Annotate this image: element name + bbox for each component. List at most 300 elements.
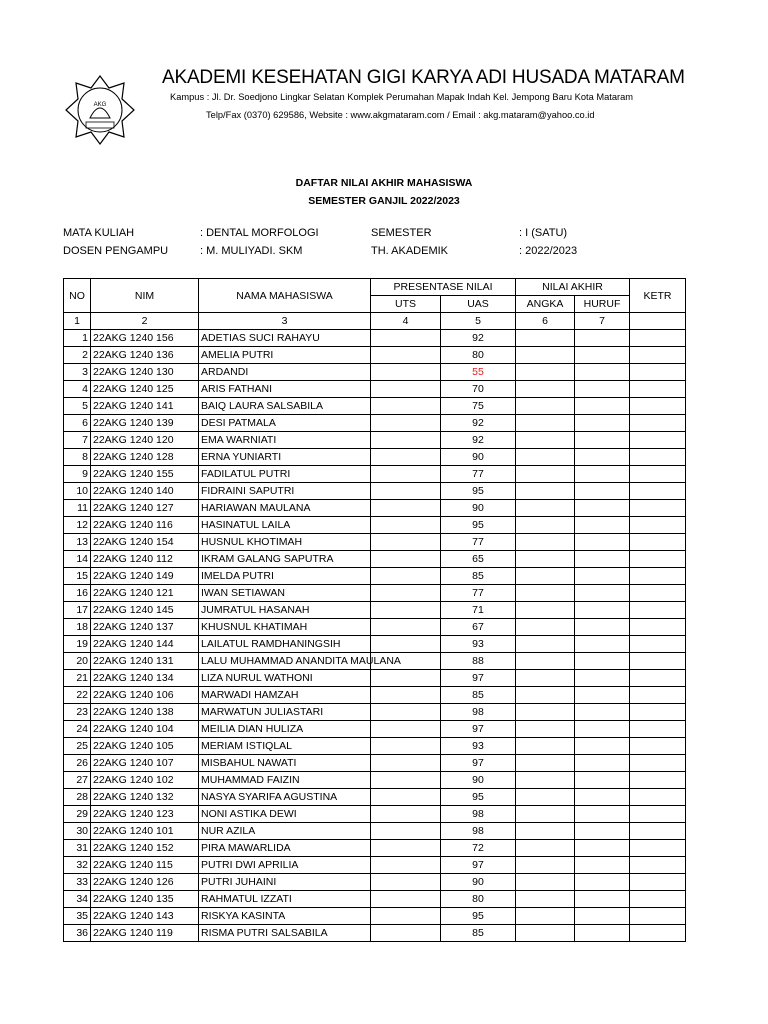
- row-ketr: [630, 738, 686, 755]
- row-angka: [516, 398, 575, 415]
- row-angka: [516, 330, 575, 347]
- row-nama: BAIQ LAURA SALSABILA: [199, 398, 371, 415]
- semester-value: : I (SATU): [519, 227, 568, 239]
- row-huruf: [575, 908, 630, 925]
- row-angka: [516, 585, 575, 602]
- row-ketr: [630, 721, 686, 738]
- row-angka: [516, 738, 575, 755]
- row-no: 1: [64, 330, 91, 347]
- row-uts: [371, 483, 441, 500]
- row-uts: [371, 721, 441, 738]
- row-ketr: [630, 925, 686, 942]
- row-nama: LIZA NURUL WATHONI: [199, 670, 371, 687]
- index-cell: 3: [199, 313, 371, 330]
- row-no: 14: [64, 551, 91, 568]
- row-angka: [516, 347, 575, 364]
- row-no: 21: [64, 670, 91, 687]
- row-no: 23: [64, 704, 91, 721]
- row-uas: 98: [441, 806, 516, 823]
- row-angka: [516, 874, 575, 891]
- row-uas: 80: [441, 347, 516, 364]
- row-ketr: [630, 500, 686, 517]
- table-row: [64, 585, 686, 602]
- row-ketr: [630, 415, 686, 432]
- row-uts: [371, 704, 441, 721]
- row-nama: KHUSNUL KHATIMAH: [199, 619, 371, 636]
- institution-contact: Telp/Fax (0370) 629586, Website : www.akgmataram.com / Email : akg.mataram@yahoo.co.id: [206, 110, 595, 120]
- row-nama: MISBAHUL NAWATI: [199, 755, 371, 772]
- row-ketr: [630, 874, 686, 891]
- row-nim: 22AKG 1240 141: [91, 398, 199, 415]
- table-row: [64, 755, 686, 772]
- row-nim: 22AKG 1240 116: [91, 517, 199, 534]
- row-nama: FADILATUL PUTRI: [199, 466, 371, 483]
- row-uas: 65: [441, 551, 516, 568]
- row-nim: 22AKG 1240 138: [91, 704, 199, 721]
- row-ketr: [630, 330, 686, 347]
- grades-table: [63, 278, 686, 942]
- logo-text: AKG: [93, 102, 107, 108]
- row-uts: [371, 500, 441, 517]
- row-no: 5: [64, 398, 91, 415]
- table-row: [64, 364, 686, 381]
- row-nim: 22AKG 1240 121: [91, 585, 199, 602]
- row-uas: 95: [441, 908, 516, 925]
- row-uts: [371, 381, 441, 398]
- row-uas: 92: [441, 415, 516, 432]
- row-angka: [516, 466, 575, 483]
- row-nama: IMELDA PUTRI: [199, 568, 371, 585]
- table-row: [64, 636, 686, 653]
- row-huruf: [575, 330, 630, 347]
- table-row: [64, 551, 686, 568]
- col-header-no: NO: [64, 279, 91, 313]
- row-nama: PIRA MAWARLIDA: [199, 840, 371, 857]
- row-nama: LAILATUL RAMDHANINGSIH: [199, 636, 371, 653]
- row-nama: MERIAM ISTIQLAL: [199, 738, 371, 755]
- row-nama: NONI ASTIKA DEWI: [199, 806, 371, 823]
- row-nim: 22AKG 1240 115: [91, 857, 199, 874]
- row-angka: [516, 653, 575, 670]
- row-nim: 22AKG 1240 119: [91, 925, 199, 942]
- row-ketr: [630, 534, 686, 551]
- index-cell: 7: [575, 313, 630, 330]
- row-uts: [371, 789, 441, 806]
- row-uas: 97: [441, 857, 516, 874]
- row-angka: [516, 755, 575, 772]
- row-angka: [516, 789, 575, 806]
- row-no: 33: [64, 874, 91, 891]
- row-no: 6: [64, 415, 91, 432]
- row-nim: 22AKG 1240 137: [91, 619, 199, 636]
- row-huruf: [575, 721, 630, 738]
- row-uas: 71: [441, 602, 516, 619]
- col-header-uas: UAS: [441, 296, 516, 313]
- row-huruf: [575, 602, 630, 619]
- row-nim: 22AKG 1240 145: [91, 602, 199, 619]
- row-ketr: [630, 432, 686, 449]
- row-huruf: [575, 789, 630, 806]
- row-uts: [371, 772, 441, 789]
- row-uts: [371, 347, 441, 364]
- row-uts: [371, 891, 441, 908]
- th-akademik-label: TH. AKADEMIK: [371, 245, 449, 257]
- table-row: [64, 534, 686, 551]
- row-uts: [371, 517, 441, 534]
- row-huruf: [575, 534, 630, 551]
- row-huruf: [575, 466, 630, 483]
- row-angka: [516, 534, 575, 551]
- row-uts: [371, 738, 441, 755]
- row-ketr: [630, 483, 686, 500]
- row-huruf: [575, 891, 630, 908]
- table-row: [64, 653, 686, 670]
- row-ketr: [630, 347, 686, 364]
- row-uts: [371, 687, 441, 704]
- table-row: [64, 568, 686, 585]
- row-uts: [371, 568, 441, 585]
- row-angka: [516, 602, 575, 619]
- table-row: [64, 602, 686, 619]
- row-uas: 90: [441, 874, 516, 891]
- row-nim: 22AKG 1240 126: [91, 874, 199, 891]
- row-no: 34: [64, 891, 91, 908]
- row-ketr: [630, 840, 686, 857]
- row-no: 31: [64, 840, 91, 857]
- row-no: 36: [64, 925, 91, 942]
- row-nama: AMELIA PUTRI: [199, 347, 371, 364]
- row-uts: [371, 670, 441, 687]
- row-uts: [371, 755, 441, 772]
- table-row: [64, 925, 686, 942]
- row-nim: 22AKG 1240 140: [91, 483, 199, 500]
- row-nim: 22AKG 1240 132: [91, 789, 199, 806]
- row-nama: MEILIA DIAN HULIZA: [199, 721, 371, 738]
- row-no: 25: [64, 738, 91, 755]
- row-nim: 22AKG 1240 154: [91, 534, 199, 551]
- row-nim: 22AKG 1240 136: [91, 347, 199, 364]
- row-ketr: [630, 551, 686, 568]
- table-row: [64, 840, 686, 857]
- row-uts: [371, 806, 441, 823]
- col-header-nilai-akhir: NILAI AKHIR: [516, 279, 630, 296]
- row-huruf: [575, 670, 630, 687]
- col-header-nama: NAMA MAHASISWA: [199, 279, 371, 313]
- row-ketr: [630, 568, 686, 585]
- table-row: [64, 619, 686, 636]
- index-cell: 6: [516, 313, 575, 330]
- row-ketr: [630, 602, 686, 619]
- row-angka: [516, 806, 575, 823]
- row-angka: [516, 636, 575, 653]
- row-uts: [371, 908, 441, 925]
- row-huruf: [575, 415, 630, 432]
- row-huruf: [575, 483, 630, 500]
- row-uas: 85: [441, 687, 516, 704]
- row-angka: [516, 364, 575, 381]
- row-nim: 22AKG 1240 131: [91, 653, 199, 670]
- table-row: [64, 704, 686, 721]
- table-row: [64, 449, 686, 466]
- row-nim: 22AKG 1240 120: [91, 432, 199, 449]
- index-cell: 4: [371, 313, 441, 330]
- th-akademik-value: : 2022/2023: [519, 245, 578, 257]
- index-cell: 5: [441, 313, 516, 330]
- row-huruf: [575, 551, 630, 568]
- table-row: [64, 823, 686, 840]
- table-row: [64, 517, 686, 534]
- row-ketr: [630, 517, 686, 534]
- row-uas: 90: [441, 449, 516, 466]
- row-angka: [516, 857, 575, 874]
- row-nim: 22AKG 1240 139: [91, 415, 199, 432]
- institution-address: Kampus : Jl. Dr. Soedjono Lingkar Selatan Komplek Perumahan Mapak Indah Kel. Jempong Baru Kota Mataram: [170, 92, 634, 102]
- row-no: 32: [64, 857, 91, 874]
- col-header-angka: ANGKA: [516, 296, 575, 313]
- row-angka: [516, 908, 575, 925]
- document-subtitle: SEMESTER GANJIL 2022/2023: [308, 195, 460, 207]
- col-header-uts: UTS: [371, 296, 441, 313]
- row-nim: 22AKG 1240 134: [91, 670, 199, 687]
- row-no: 11: [64, 500, 91, 517]
- row-ketr: [630, 670, 686, 687]
- row-uas: 93: [441, 738, 516, 755]
- row-nama: HUSNUL KHOTIMAH: [199, 534, 371, 551]
- row-huruf: [575, 398, 630, 415]
- row-uts: [371, 364, 441, 381]
- row-ketr: [630, 789, 686, 806]
- row-nim: 22AKG 1240 107: [91, 755, 199, 772]
- row-angka: [516, 704, 575, 721]
- index-cell: 1: [64, 313, 91, 330]
- table-row: [64, 738, 686, 755]
- row-no: 29: [64, 806, 91, 823]
- row-angka: [516, 670, 575, 687]
- col-header-ketr: KETR: [630, 279, 686, 313]
- row-uas: 95: [441, 517, 516, 534]
- row-nama: RAHMATUL IZZATI: [199, 891, 371, 908]
- row-nama: NUR AZILA: [199, 823, 371, 840]
- row-nama: ERNA YUNIARTI: [199, 449, 371, 466]
- mata-kuliah-label: MATA KULIAH: [63, 227, 135, 239]
- row-uts: [371, 619, 441, 636]
- row-angka: [516, 568, 575, 585]
- row-ketr: [630, 585, 686, 602]
- row-uts: [371, 585, 441, 602]
- row-angka: [516, 619, 575, 636]
- row-angka: [516, 415, 575, 432]
- row-uas: 92: [441, 432, 516, 449]
- row-nim: 22AKG 1240 152: [91, 840, 199, 857]
- table-row: [64, 857, 686, 874]
- row-no: 8: [64, 449, 91, 466]
- row-uas: 97: [441, 670, 516, 687]
- row-uts: [371, 857, 441, 874]
- row-angka: [516, 517, 575, 534]
- table-row: [64, 381, 686, 398]
- row-huruf: [575, 585, 630, 602]
- row-huruf: [575, 568, 630, 585]
- row-huruf: [575, 840, 630, 857]
- table-row: [64, 687, 686, 704]
- row-huruf: [575, 857, 630, 874]
- row-ketr: [630, 398, 686, 415]
- row-nim: 22AKG 1240 144: [91, 636, 199, 653]
- table-row: [64, 789, 686, 806]
- row-uts: [371, 449, 441, 466]
- logo-star-shape: [66, 76, 134, 144]
- row-angka: [516, 687, 575, 704]
- institution-logo: [64, 74, 136, 146]
- row-angka: [516, 381, 575, 398]
- row-uas: 95: [441, 789, 516, 806]
- row-nim: 22AKG 1240 101: [91, 823, 199, 840]
- row-nim: 22AKG 1240 128: [91, 449, 199, 466]
- row-uts: [371, 398, 441, 415]
- row-no: 12: [64, 517, 91, 534]
- column-index-row: [64, 313, 686, 330]
- table-row: [64, 432, 686, 449]
- row-ketr: [630, 466, 686, 483]
- row-nama: EMA WARNIATI: [199, 432, 371, 449]
- row-nim: 22AKG 1240 112: [91, 551, 199, 568]
- row-uas: 98: [441, 704, 516, 721]
- row-angka: [516, 500, 575, 517]
- row-uts: [371, 874, 441, 891]
- row-no: 16: [64, 585, 91, 602]
- row-huruf: [575, 381, 630, 398]
- dosen-label: DOSEN PENGAMPU: [63, 245, 169, 257]
- row-nama: IWAN SETIAWAN: [199, 585, 371, 602]
- row-uas: 80: [441, 891, 516, 908]
- row-uas: 67: [441, 619, 516, 636]
- row-ketr: [630, 364, 686, 381]
- row-no: 3: [64, 364, 91, 381]
- table-row: [64, 415, 686, 432]
- row-nama: MARWATUN JULIASTARI: [199, 704, 371, 721]
- row-no: 17: [64, 602, 91, 619]
- row-uts: [371, 840, 441, 857]
- table-row: [64, 330, 686, 347]
- row-ketr: [630, 823, 686, 840]
- row-huruf: [575, 653, 630, 670]
- row-uts: [371, 823, 441, 840]
- row-huruf: [575, 806, 630, 823]
- institution-name: AKADEMI KESEHATAN GIGI KARYA ADI HUSADA MATARAM: [162, 67, 685, 88]
- row-uas: 90: [441, 772, 516, 789]
- row-ketr: [630, 772, 686, 789]
- row-angka: [516, 840, 575, 857]
- row-no: 7: [64, 432, 91, 449]
- row-nim: 22AKG 1240 143: [91, 908, 199, 925]
- row-no: 18: [64, 619, 91, 636]
- row-nama: RISKYA KASINTA: [199, 908, 371, 925]
- row-nim: 22AKG 1240 123: [91, 806, 199, 823]
- row-no: 24: [64, 721, 91, 738]
- col-header-presentase: PRESENTASE NILAI: [371, 279, 516, 296]
- row-no: 10: [64, 483, 91, 500]
- document-title: DAFTAR NILAI AKHIR MAHASISWA: [295, 177, 473, 189]
- row-uas: 93: [441, 636, 516, 653]
- row-uas: 77: [441, 466, 516, 483]
- row-nama: IKRAM GALANG SAPUTRA: [199, 551, 371, 568]
- row-ketr: [630, 806, 686, 823]
- row-angka: [516, 483, 575, 500]
- table-row: [64, 891, 686, 908]
- row-nim: 22AKG 1240 106: [91, 687, 199, 704]
- row-no: 35: [64, 908, 91, 925]
- row-huruf: [575, 687, 630, 704]
- row-uts: [371, 466, 441, 483]
- row-nim: 22AKG 1240 149: [91, 568, 199, 585]
- row-no: 20: [64, 653, 91, 670]
- row-uas: 85: [441, 925, 516, 942]
- row-nim: 22AKG 1240 156: [91, 330, 199, 347]
- row-uas: 72: [441, 840, 516, 857]
- row-ketr: [630, 755, 686, 772]
- table-row: [64, 466, 686, 483]
- row-angka: [516, 432, 575, 449]
- row-nim: 22AKG 1240 155: [91, 466, 199, 483]
- row-no: 2: [64, 347, 91, 364]
- row-huruf: [575, 449, 630, 466]
- row-nama: HASINATUL LAILA: [199, 517, 371, 534]
- row-huruf: [575, 517, 630, 534]
- row-nim: 22AKG 1240 105: [91, 738, 199, 755]
- row-uts: [371, 636, 441, 653]
- row-uts: [371, 534, 441, 551]
- row-angka: [516, 925, 575, 942]
- row-no: 26: [64, 755, 91, 772]
- row-huruf: [575, 738, 630, 755]
- row-nama: JUMRATUL HASANAH: [199, 602, 371, 619]
- col-header-nim: NIM: [91, 279, 199, 313]
- row-uts: [371, 330, 441, 347]
- index-cell: [630, 313, 686, 330]
- row-huruf: [575, 755, 630, 772]
- row-nama: NASYA SYARIFA AGUSTINA: [199, 789, 371, 806]
- row-uts: [371, 551, 441, 568]
- row-angka: [516, 721, 575, 738]
- row-nim: 22AKG 1240 130: [91, 364, 199, 381]
- row-uas: 70: [441, 381, 516, 398]
- row-ketr: [630, 857, 686, 874]
- row-nama: RISMA PUTRI SALSABILA: [199, 925, 371, 942]
- row-ketr: [630, 449, 686, 466]
- row-ketr: [630, 636, 686, 653]
- row-no: 28: [64, 789, 91, 806]
- row-uas: 77: [441, 585, 516, 602]
- row-nama: HARIAWAN MAULANA: [199, 500, 371, 517]
- row-nama: LALU MUHAMMAD ANANDITA MAULANA: [199, 653, 371, 670]
- row-uas: 92: [441, 330, 516, 347]
- row-nim: 22AKG 1240 127: [91, 500, 199, 517]
- row-ketr: [630, 619, 686, 636]
- index-cell: 2: [91, 313, 199, 330]
- row-nim: 22AKG 1240 102: [91, 772, 199, 789]
- row-nama: PUTRI DWI APRILIA: [199, 857, 371, 874]
- table-row: [64, 670, 686, 687]
- row-angka: [516, 891, 575, 908]
- table-row: [64, 483, 686, 500]
- row-uas: 97: [441, 755, 516, 772]
- row-nama: MARWADI HAMZAH: [199, 687, 371, 704]
- row-no: 27: [64, 772, 91, 789]
- row-nama: ARDANDI: [199, 364, 371, 381]
- table-row: [64, 398, 686, 415]
- row-ketr: [630, 908, 686, 925]
- row-nim: 22AKG 1240 125: [91, 381, 199, 398]
